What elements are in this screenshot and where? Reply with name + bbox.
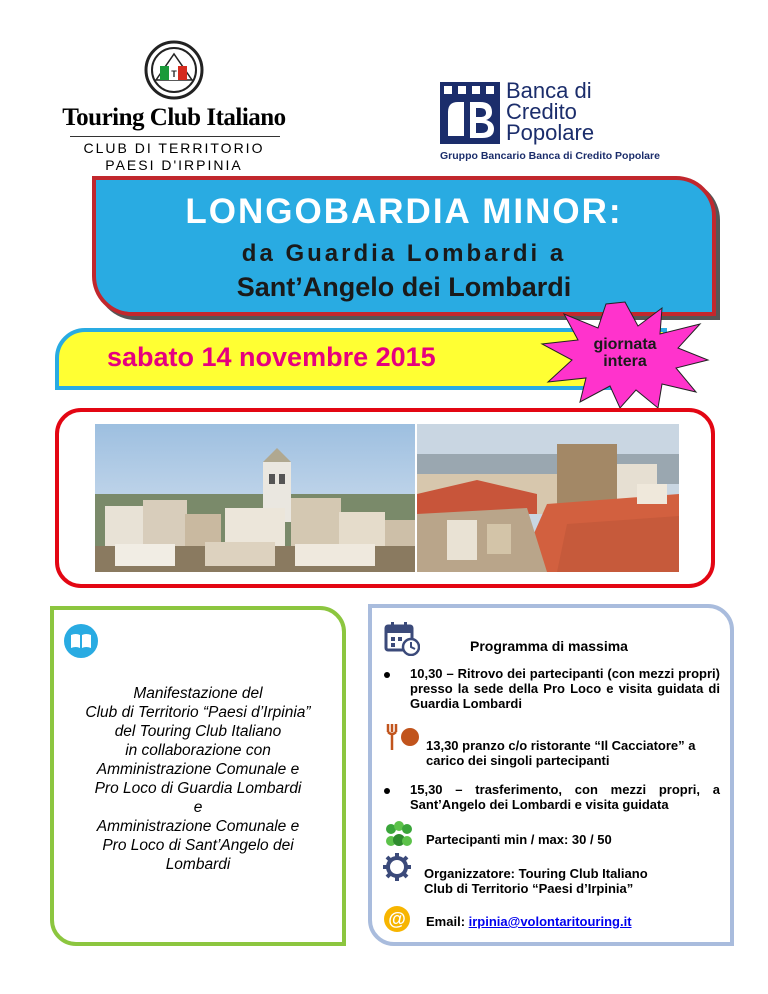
programme-item-3: 15,30 – trasferimento, con mezzi propri, a Sant’Angelo dei Lombardi e visita guidata <box>410 782 720 812</box>
svg-text:@: @ <box>388 909 406 929</box>
bank-tower-icon <box>440 82 500 144</box>
title-line-1: LONGOBARDIA MINOR: <box>185 192 623 231</box>
desc-line: e <box>193 799 203 816</box>
bank-name <box>506 80 594 143</box>
fork-plate-icon <box>384 722 420 752</box>
organizer-info <box>424 866 724 896</box>
event-date: sabato 14 novembre 2015 <box>107 342 436 372</box>
email-label: Email <box>426 914 461 929</box>
bank-group: Gruppo Bancario Banca di Credito Popolare <box>440 150 660 162</box>
email-link[interactable]: irpinia@volontaritouring.it <box>468 914 632 929</box>
tci-logo <box>40 40 300 173</box>
organizer-description <box>54 684 342 874</box>
full-day-badge <box>540 300 710 410</box>
organizer-line-1: Organizzatore: Touring Club Italiano <box>424 866 648 881</box>
badge-line-2: intera <box>603 353 647 370</box>
desc-line: Pro Loco di Guardia Lombardi <box>94 780 302 797</box>
programme-item-1: 10,30 – Ritrovo dei partecipanti (con mezzi propri) presso la sede della Pro Loco e visita guidata di Guardia Lombardi <box>410 666 720 711</box>
programme-item-2: 13,30 pranzo c/o ristorante “Il Cacciatore” a carico dei singoli partecipanti <box>426 738 696 768</box>
desc-line: Club di Territorio “Paesi d’Irpinia” <box>85 704 311 721</box>
organizer-info-box <box>50 606 346 946</box>
organizer-line-2: Club di Territorio “Paesi d’Irpinia” <box>424 881 634 896</box>
desc-line: del Touring Club Italiano <box>114 723 282 740</box>
full-day-text <box>540 336 710 370</box>
desc-line: in collaborazione con <box>125 742 271 759</box>
programme-box <box>368 604 734 946</box>
bullet-icon <box>384 672 390 678</box>
bank-logo <box>440 78 720 172</box>
at-icon <box>382 904 412 934</box>
bank-name-line-3: Popolare <box>506 120 595 145</box>
bank-name-line-2: Credito <box>506 99 577 124</box>
title-line-2: da Guardia Lombardi a <box>241 240 567 267</box>
badge-line-1: giornata <box>593 336 657 353</box>
gear-icon <box>382 852 412 882</box>
desc-line: Lombardi <box>165 856 231 873</box>
guardia-lombardi-photo <box>95 424 415 572</box>
email-row <box>426 914 726 929</box>
svg-text:T: T <box>171 69 177 79</box>
programme-title: Programma di massima <box>470 638 628 654</box>
tci-emblem-icon <box>144 40 204 100</box>
book-icon <box>64 624 98 658</box>
title-line-3: Sant’Angelo dei Lombardi <box>236 272 572 302</box>
bullet-icon <box>384 788 390 794</box>
santangelo-photo <box>417 424 679 572</box>
bank-name-line-1: Banca di <box>506 78 592 103</box>
email-separator: : <box>460 914 469 929</box>
desc-line: Manifestazione del <box>133 685 263 702</box>
photo-frame <box>55 408 715 588</box>
title-box <box>92 176 716 316</box>
desc-line: Amministrazione Comunale e <box>96 761 300 778</box>
calendar-clock-icon <box>384 620 420 656</box>
tci-divider <box>70 136 280 137</box>
desc-line: Amministrazione Comunale e <box>96 818 300 835</box>
tci-name: Touring Club Italiano <box>62 104 286 131</box>
people-icon <box>382 820 416 850</box>
tci-subtitle-1: CLUB DI TERRITORIO <box>83 140 265 156</box>
participants-limit: Partecipanti min / max: 30 / 50 <box>426 832 612 847</box>
desc-line: Pro Loco di Sant’Angelo dei <box>102 837 294 854</box>
tci-subtitle-2: PAESI D'IRPINIA <box>105 157 243 173</box>
